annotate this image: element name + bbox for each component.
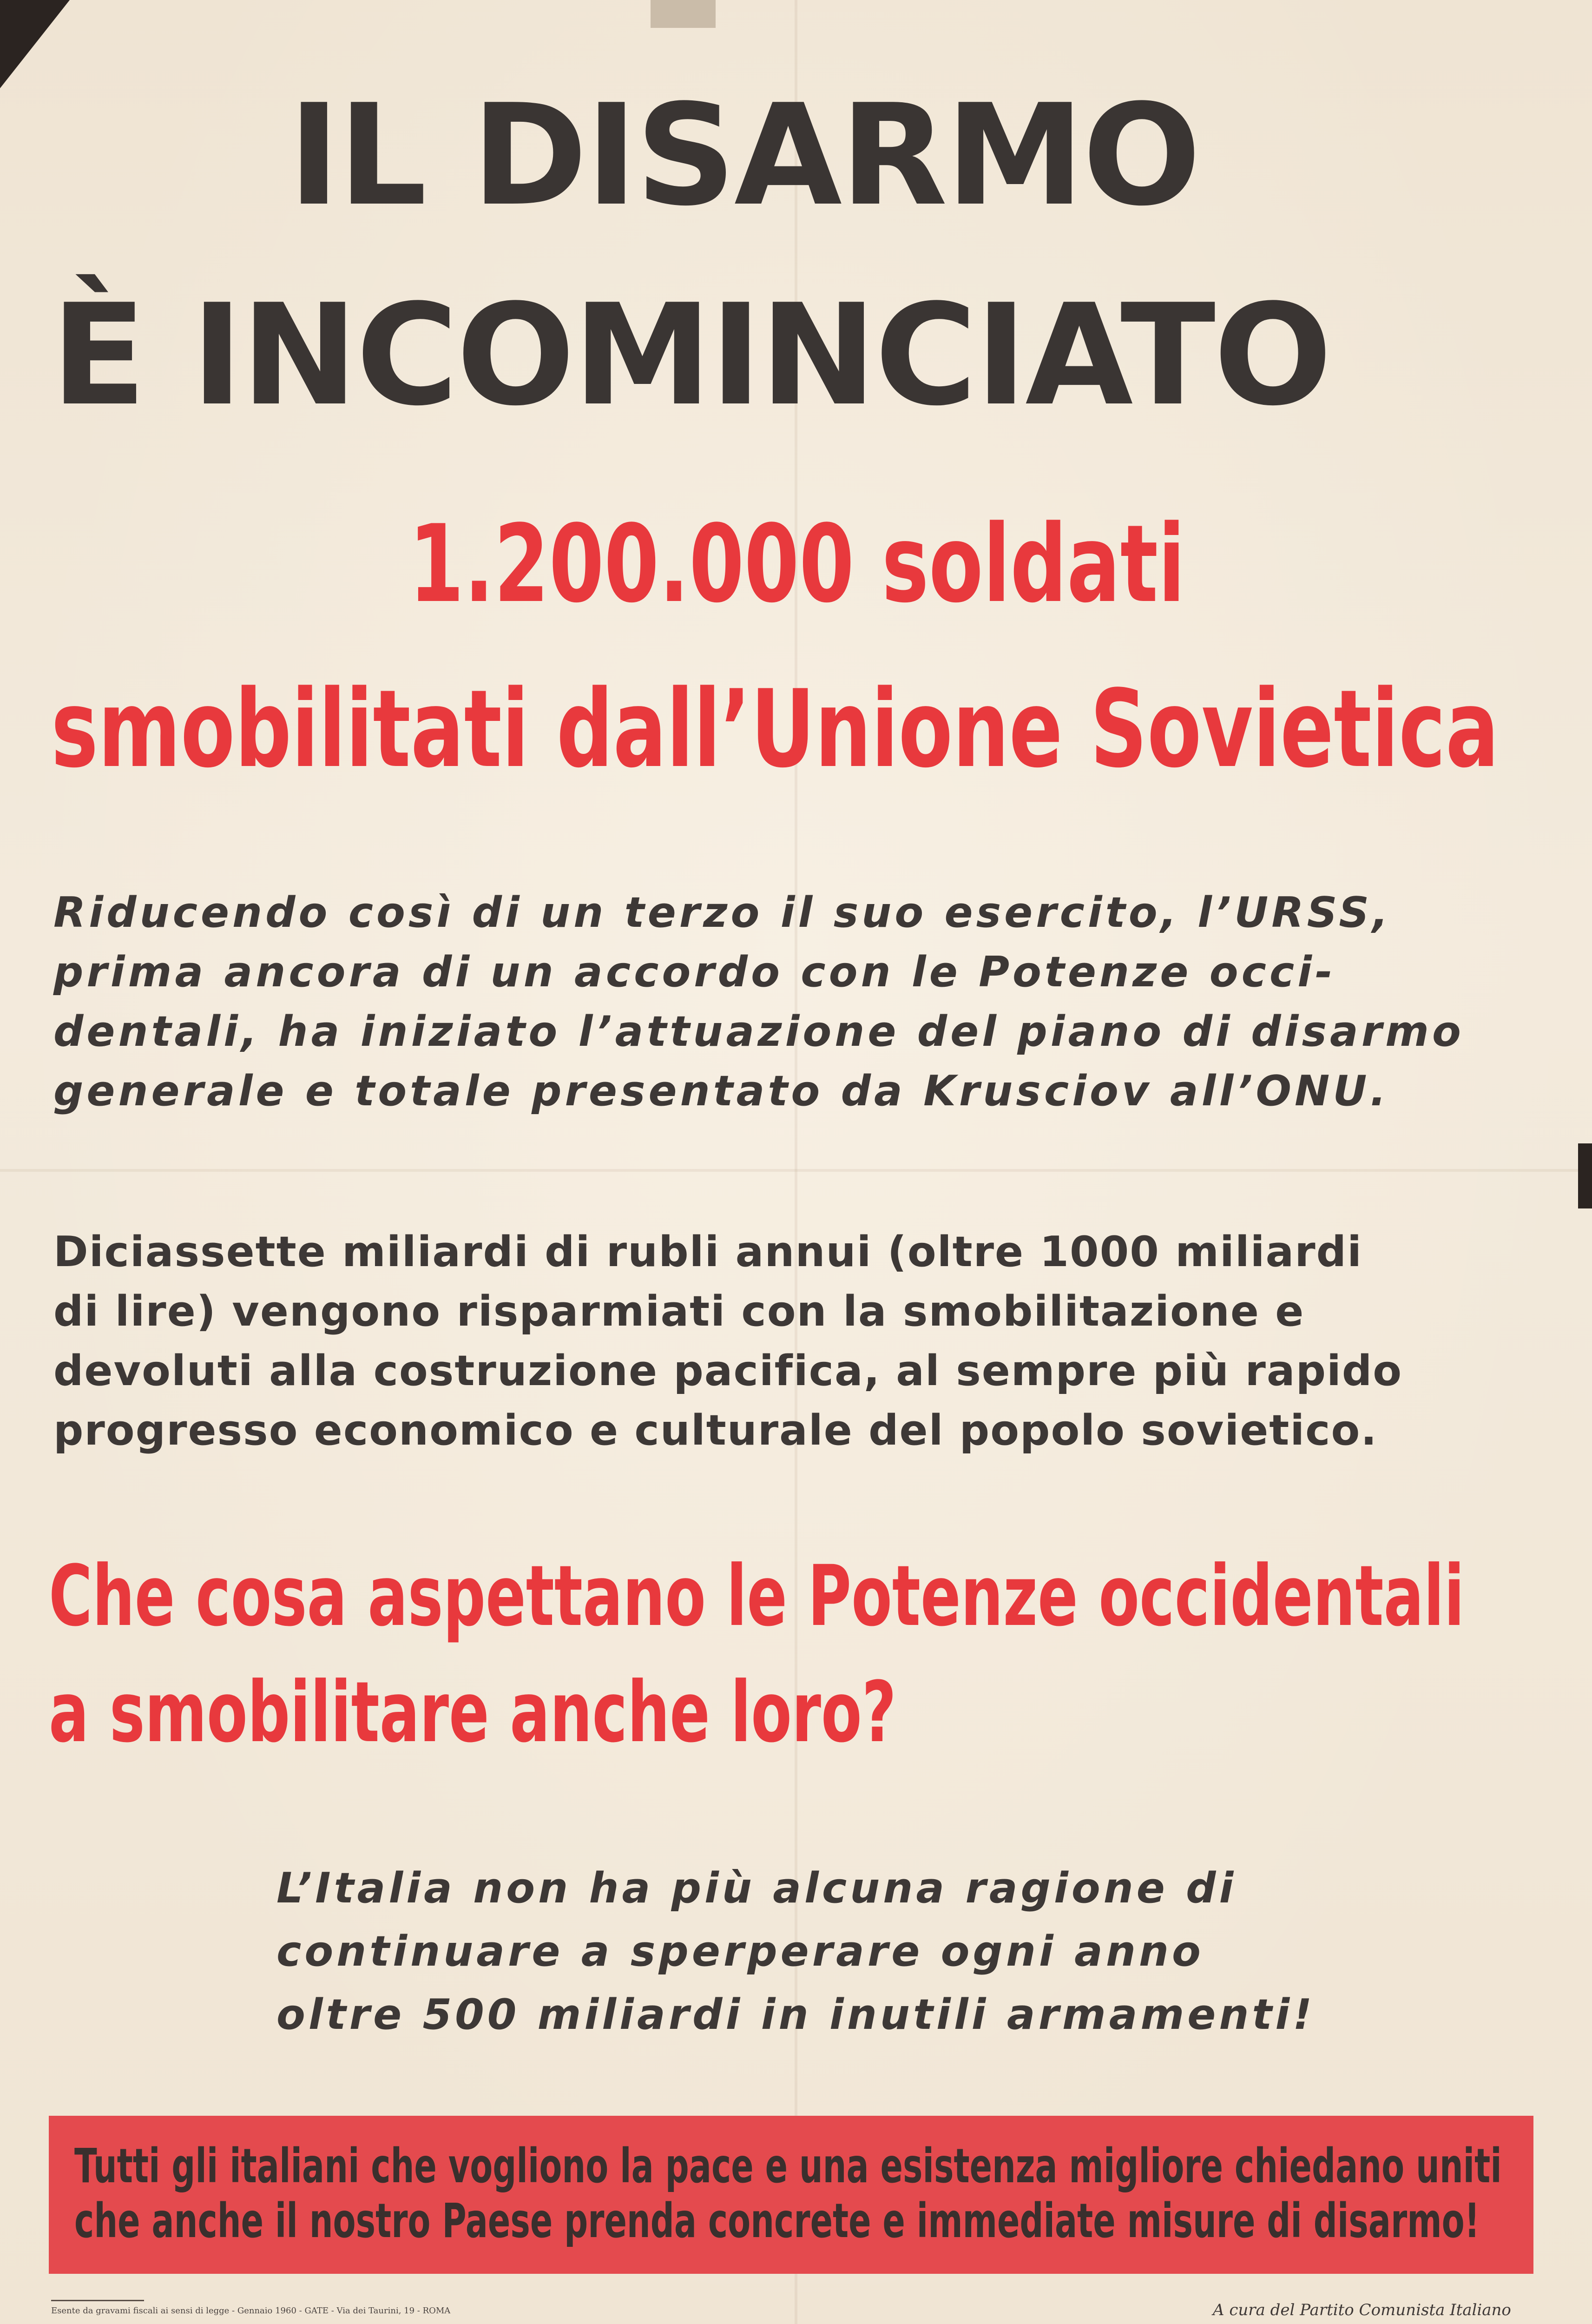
printer-imprint: Esente da gravami fiscali ai sensi di legge - Gennaio 1960 - GATE - Via dei Taurini, 19 - ROMA — [51, 2306, 451, 2316]
torn-corner — [0, 0, 70, 88]
question-headline — [49, 1538, 1464, 1771]
paragraph-savings — [53, 1222, 1402, 1460]
question-line: a smobilitare anche loro? — [49, 1664, 896, 1761]
headline-line-2: smobilitati dall’Unione Sovietica — [51, 667, 1499, 792]
paragraph-line: continuare a sperperare ogni anno — [276, 1927, 1204, 1976]
banner-text — [74, 2139, 1502, 2249]
title-line-1: IL DISARMO — [288, 74, 1199, 237]
horizontal-fold-line — [0, 1169, 1592, 1172]
tax-stamp — [651, 0, 716, 28]
paragraph-line: Riducendo così di un terzo il suo esercito, l’URSS, — [53, 888, 1392, 937]
footer-rule — [51, 2300, 144, 2301]
paragraph-line: L’Italia non ha più alcuna ragione di — [276, 1864, 1237, 1913]
paragraph-line: Diciassette miliardi di rubli annui (oltre 1000 miliardi — [53, 1228, 1362, 1276]
paragraph-line: devoluti alla costruzione pacifica, al sempre più rapido — [53, 1347, 1403, 1395]
question-line: Che cosa aspettano le Potenze occidentali — [49, 1548, 1465, 1645]
paragraph-line: prima ancora di un accordo con le Potenze occi- — [53, 948, 1336, 997]
paragraph-line: di lire) vengono risparmiati con la smobilitazione e — [53, 1287, 1305, 1336]
paragraph-line: progresso economico e culturale del popolo sovietico. — [53, 1406, 1378, 1455]
paragraph-line: dentali, ha iniziato l’attuazione del piano di disarmo — [53, 1007, 1464, 1056]
torn-edge-right — [1578, 1143, 1592, 1208]
publisher-credit: A cura del Partito Comunista Italiano — [1213, 2301, 1511, 2319]
call-to-action-banner — [49, 2116, 1533, 2274]
title-line-2: È INCOMINCIATO — [51, 274, 1330, 436]
paragraph-line: generale e totale presentato da Krusciov all’ONU. — [53, 1067, 1389, 1116]
banner-line: Tutti gli italiani che vogliono la pace e una esistenza migliore chiedano uniti — [74, 2139, 1502, 2194]
headline-line-1: 1.200.000 soldati — [409, 502, 1185, 627]
paragraph-line: oltre 500 miliardi in inutili armamenti! — [276, 1990, 1316, 2039]
banner-line: che anche il nostro Paese prenda concrete e immediate misure di disarmo! — [74, 2193, 1480, 2249]
paragraph-disarmament — [53, 883, 1464, 1121]
paragraph-italy — [276, 1857, 1315, 2047]
